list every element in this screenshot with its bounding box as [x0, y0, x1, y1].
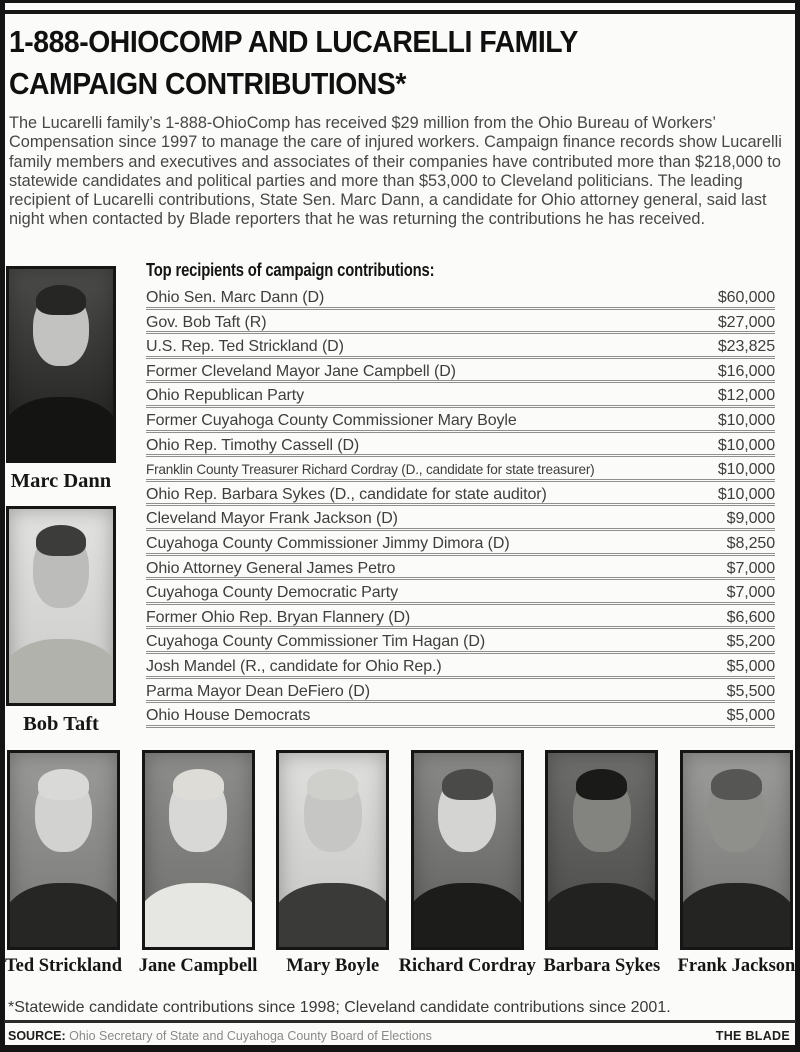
recipient-name: Ohio House Democrats [146, 707, 311, 725]
recipient-name: Josh Mandel (R., candidate for Ohio Rep.) [146, 657, 442, 675]
frank-jackson-portrait [680, 750, 793, 950]
photo-card-richard-cordray [398, 750, 536, 977]
silhouette-torso [545, 883, 658, 950]
footnote: *Statewide candidate contributions since 1998; Cleveland candidate contributions since 2001. [8, 999, 671, 1016]
recipient-name: U.S. Rep. Ted Strickland (D) [146, 338, 344, 356]
photo-caption: Bob Taft [23, 713, 99, 735]
source-row [8, 1029, 790, 1043]
page-title-line1: 1-888-OHIOCOMP AND LUCARELLI FAMILY [9, 25, 578, 59]
source-line [8, 1029, 432, 1043]
footer-rule [4, 1020, 796, 1023]
ted-strickland-portrait [7, 750, 120, 950]
recipient-name: Ohio Rep. Timothy Cassell (D) [146, 436, 360, 454]
contribution-amount: $10,000 [717, 411, 775, 429]
photo-caption: Marc Dann [10, 470, 112, 492]
source-label: SOURCE: [8, 1029, 66, 1043]
photo-caption: Jane Campbell [138, 956, 258, 976]
photo-card-mary-boyle [273, 750, 392, 977]
table-row [146, 334, 775, 359]
contribution-amount: $10,000 [717, 461, 775, 479]
recipient-name: Former Ohio Rep. Bryan Flannery (D) [146, 608, 411, 626]
barbara-sykes-portrait [545, 750, 658, 950]
silhouette-head [708, 774, 766, 852]
silhouette-head [169, 774, 227, 852]
table-row [146, 679, 775, 704]
table-row [146, 580, 775, 605]
table-row [146, 383, 775, 408]
recipient-name: Cleveland Mayor Frank Jackson (D) [146, 510, 398, 528]
silhouette-torso [276, 883, 389, 950]
recipient-name: Cuyahoga County Commissioner Tim Hagan (D) [146, 633, 486, 651]
silhouette-head [438, 774, 496, 852]
frame-border-top [0, 0, 800, 3]
contribution-amount: $5,000 [726, 707, 775, 725]
table-row [146, 359, 775, 384]
photo-card-barbara-sykes [542, 750, 661, 977]
table-row [146, 408, 775, 433]
contribution-amount: $5,000 [726, 657, 775, 675]
recipient-name: Former Cleveland Mayor Jane Campbell (D) [146, 362, 456, 380]
silhouette-torso [411, 883, 524, 950]
contribution-amount: $27,000 [717, 313, 775, 331]
photo-card-bob-taft [6, 506, 116, 736]
table-row [146, 556, 775, 581]
table-row [146, 506, 775, 531]
contributions-table [146, 259, 775, 728]
table-row [146, 433, 775, 458]
contribution-amount: $10,000 [717, 485, 775, 503]
table-row [146, 605, 775, 630]
contribution-amount: $60,000 [717, 289, 775, 306]
richard-cordray-portrait [411, 750, 524, 950]
contribution-amount: $5,500 [726, 682, 775, 700]
silhouette-torso [6, 397, 116, 463]
contribution-amount: $6,600 [726, 608, 775, 626]
table-row [146, 310, 775, 335]
photo-caption: Frank Jackson [677, 956, 796, 976]
recipient-name: Ohio Attorney General James Petro [146, 559, 396, 577]
silhouette-torso [680, 883, 793, 950]
contribution-amount: $5,200 [726, 633, 775, 651]
page-title-line2: CAMPAIGN CONTRIBUTIONS* [9, 67, 406, 101]
photo-card-ted-strickland [4, 750, 123, 977]
mary-boyle-portrait [276, 750, 389, 950]
table-header: Top recipients of campaign contributions: [146, 259, 435, 280]
silhouette-head [573, 774, 631, 852]
jane-campbell-portrait [142, 750, 255, 950]
table-row [146, 654, 775, 679]
silhouette-head [35, 774, 93, 852]
silhouette-head [33, 290, 89, 366]
contribution-amount: $7,000 [726, 584, 775, 602]
publication-credit: THE BLADE [715, 1029, 790, 1043]
bob-taft-portrait [6, 506, 116, 706]
contribution-amount: $12,000 [717, 387, 775, 405]
recipient-name: Cuyahoga County Democratic Party [146, 584, 399, 602]
recipient-name: Ohio Rep. Barbara Sykes (D., candidate for state auditor) [146, 485, 547, 503]
recipient-name: Gov. Bob Taft (R) [146, 313, 267, 331]
source-text: Ohio Secretary of State and Cuyahoga County Board of Elections [69, 1029, 432, 1043]
recipient-name: Former Cuyahoga County Commissioner Mary Boyle [146, 411, 517, 429]
marc-dann-portrait [6, 266, 116, 463]
table-row [146, 629, 775, 654]
recipient-name: Ohio Sen. Marc Dann (D) [146, 289, 325, 306]
photo-caption: Richard Cordray [398, 956, 536, 976]
recipient-name: Franklin County Treasurer Richard Cordray (D., candidate for state treasurer) [146, 462, 595, 478]
contribution-amount: $8,250 [726, 534, 775, 552]
contribution-amount: $9,000 [726, 510, 775, 528]
recipient-name: Cuyahoga County Commissioner Jimmy Dimora (D) [146, 534, 510, 552]
frame-border-bottom [0, 1045, 800, 1052]
photo-caption: Ted Strickland [4, 956, 123, 976]
contribution-amount: $7,000 [726, 559, 775, 577]
photo-card-frank-jackson [677, 750, 796, 977]
photo-card-marc-dann [6, 266, 116, 493]
silhouette-torso [142, 883, 255, 950]
recipient-name: Ohio Republican Party [146, 387, 304, 405]
photo-card-jane-campbell [139, 750, 258, 977]
contribution-amount: $10,000 [717, 436, 775, 454]
photo-caption: Mary Boyle [286, 956, 380, 976]
table-row [146, 531, 775, 556]
table-row [146, 457, 775, 482]
silhouette-head [304, 774, 362, 852]
table-row [146, 482, 775, 507]
photo-caption: Barbara Sykes [543, 956, 661, 976]
bottom-photo-strip [4, 750, 796, 977]
contribution-amount: $16,000 [717, 362, 775, 380]
contribution-amount: $23,825 [717, 338, 775, 356]
page-title [9, 21, 578, 105]
headline-rule [5, 10, 795, 14]
table-row [146, 285, 775, 310]
silhouette-torso [6, 639, 116, 706]
recipient-name: Parma Mayor Dean DeFiero (D) [146, 682, 370, 700]
intro-paragraph: The Lucarelli family’s 1-888-OhioComp has received $29 million from the Ohio Bureau of Workers’ Compensation since 1997 to manage the care of injured workers. Campaign finance records show Lucarelli family members and executives and associates of their companies have contributed more than $218,000 to statewide candidates and political parties and more than $53,000 to Cleveland politicians. The leading recipient of Lucarelli contributions, State Sen. Marc Dann, a candidate for Ohio attorney general, said last night when contacted by Blade reporters that he was returning the contributions he has received. [9, 114, 782, 229]
table-row [146, 703, 775, 728]
silhouette-torso [7, 883, 120, 950]
silhouette-head [33, 530, 89, 608]
